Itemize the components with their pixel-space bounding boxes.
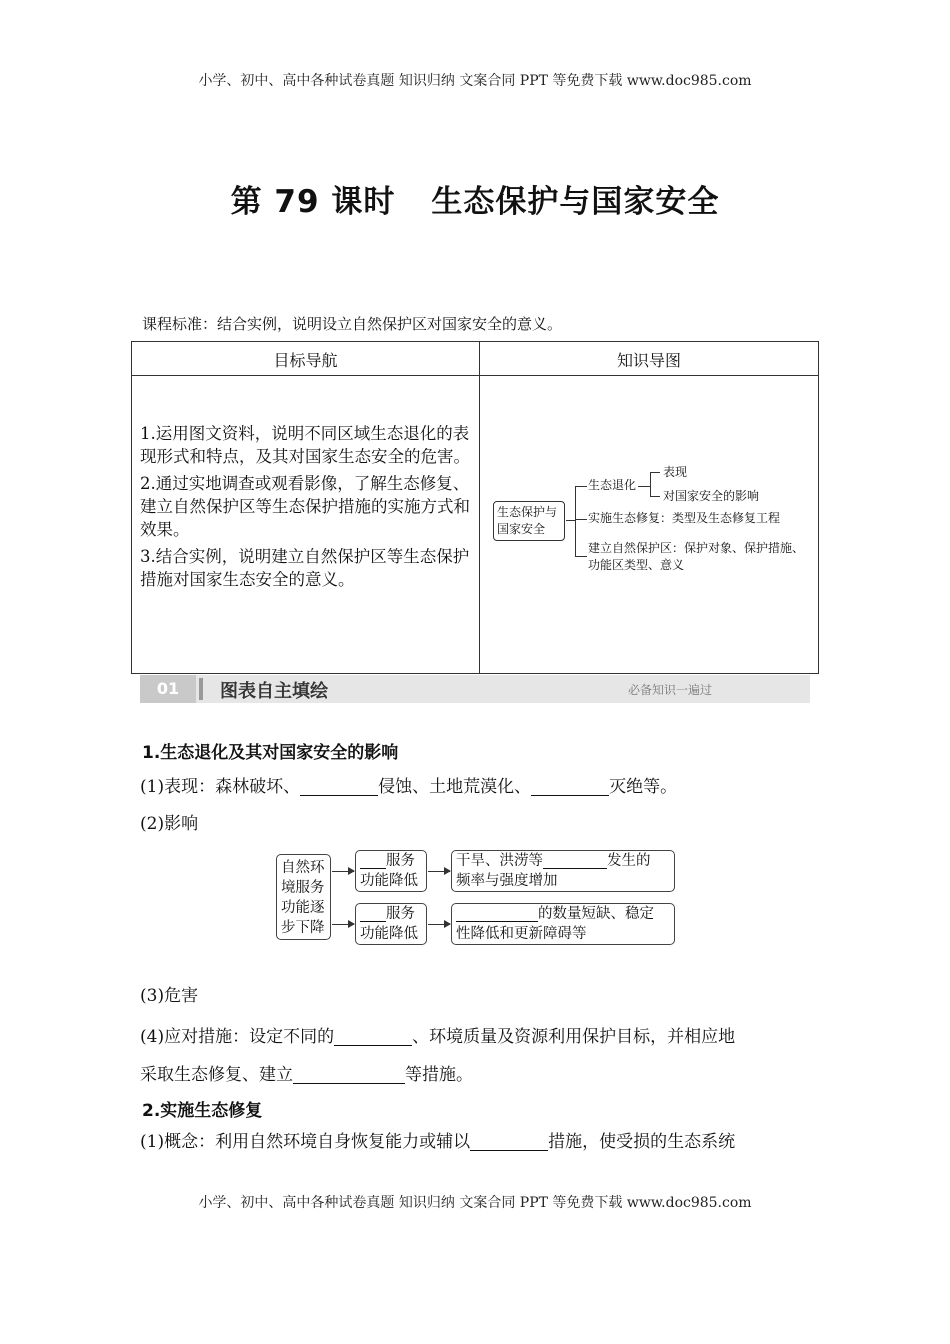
section1-heading: 1.生态退化及其对国家安全的影响 <box>142 743 399 763</box>
fill-blank[interactable] <box>456 907 538 922</box>
text: 的数量短缺、稳定 <box>538 906 654 922</box>
banner-divider <box>199 678 203 700</box>
text: 性降低和更新障碍等 <box>456 926 587 942</box>
mindmap-branch-degradation: 生态退化 <box>588 478 637 492</box>
mindmap-root: 生态保护与国家安全 <box>493 501 565 541</box>
fill-blank[interactable] <box>543 854 607 869</box>
section1-impact-label: (2)影响 <box>140 814 199 834</box>
curriculum-standard: 课程标准：结合实例，说明设立自然保护区对国家安全的意义。 <box>142 315 563 333</box>
text: (4)应对措施：设定不同的 <box>140 1027 335 1047</box>
text: (1)表现：森林破坏、 <box>140 777 301 797</box>
col-header-mindmap: 知识导图 <box>616 351 681 370</box>
fill-blank[interactable] <box>531 777 609 796</box>
text: 干旱、洪涝等 <box>456 853 543 869</box>
page-footer: 小学、初中、高中各种试卷真题 知识归纳 文案合同 PPT 等免费下载 www.doc985.com <box>198 1195 752 1211</box>
goal-item-3: 3.结合实例，说明建立自然保护区等生态保护措施对国家生态安全的意义。 <box>140 547 470 589</box>
text: 频率与强度增加 <box>456 873 558 889</box>
goal-item-1: 1.运用图文资料，说明不同区域生态退化的表现形式和特点，及其对国家生态安全的危害。 <box>140 424 470 466</box>
text: 发生的 <box>607 853 651 869</box>
fill-blank[interactable] <box>360 854 386 869</box>
mindmap-sub-impact: 对国家安全的影响 <box>663 489 760 503</box>
section2-concept <box>140 1129 735 1155</box>
page-header: 小学、初中、高中各种试卷真题 知识归纳 文案合同 PPT 等免费下载 www.doc985.com <box>198 73 752 89</box>
fill-blank[interactable] <box>293 1065 405 1084</box>
text: 灭绝等。 <box>609 777 678 797</box>
fill-blank[interactable] <box>360 907 386 922</box>
goals-table <box>131 341 819 674</box>
banner-number: 01 <box>140 675 196 703</box>
text: 措施，使受损的生态系统 <box>548 1132 736 1152</box>
mind-map <box>480 376 818 673</box>
text: 、环境质量及资源利用保护目标，并相应地 <box>412 1027 736 1047</box>
goal-item-2: 2.通过实地调查或观看影像，了解生态修复、建立自然保护区等生态保护措施的实施方式和效果。 <box>140 474 470 539</box>
mindmap-sub-manifestation: 表现 <box>663 465 688 479</box>
section1-measures <box>140 1018 820 1094</box>
section1-manifestation <box>140 774 677 800</box>
text: 功能降低 <box>360 873 418 889</box>
impact-diagram <box>276 850 678 945</box>
text: 服务 <box>386 906 415 922</box>
col-header-goals: 目标导航 <box>273 351 338 370</box>
text: 等措施。 <box>405 1065 473 1085</box>
fill-blank[interactable] <box>470 1132 548 1151</box>
diagram-mid-box-top <box>355 850 427 892</box>
diagram-right-box-bottom <box>451 903 675 945</box>
text: 采取生态修复、建立 <box>140 1065 293 1085</box>
diagram-right-box-top <box>451 850 675 892</box>
banner-subtitle: 必备知识一遍过 <box>627 683 712 697</box>
section1-harm: (3)危害 <box>140 986 199 1006</box>
mindmap-branch-reserve: 建立自然保护区：保护对象、保护措施、功能区类型、意义 <box>588 541 805 572</box>
goal-list <box>140 422 472 595</box>
mindmap-branch-restoration: 实施生态修复：类型及生态修复工程 <box>588 511 781 525</box>
text: 侵蚀、土地荒漠化、 <box>378 777 532 797</box>
fill-blank[interactable] <box>300 777 378 796</box>
section2-heading: 2.实施生态修复 <box>142 1101 263 1121</box>
diagram-mid-box-bottom <box>355 903 427 945</box>
section-banner <box>140 675 810 703</box>
text: (1)概念：利用自然环境自身恢复能力或辅以 <box>140 1132 471 1152</box>
lesson-topic: 生态保护与国家安全 <box>431 184 720 220</box>
page-title <box>0 176 950 221</box>
lesson-number: 第 79 课时 <box>230 184 396 220</box>
diagram-left-box: 自然环境服务功能逐步下降 <box>276 854 331 940</box>
text: 服务 <box>386 853 415 869</box>
fill-blank[interactable] <box>334 1027 412 1046</box>
text: 功能降低 <box>360 926 418 942</box>
banner-title: 图表自主填绘 <box>220 681 328 702</box>
